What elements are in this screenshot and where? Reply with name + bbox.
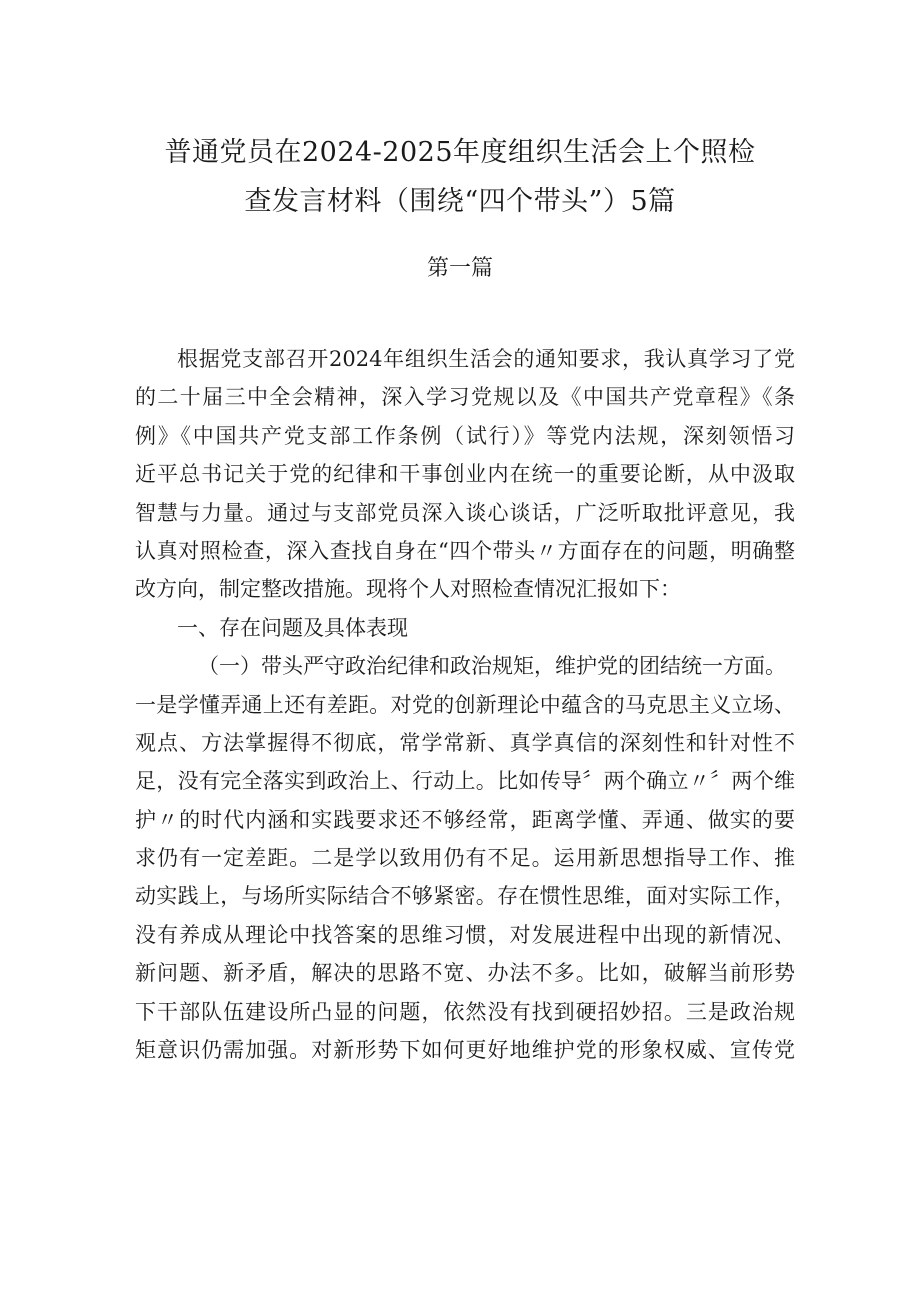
document-title-line-2: 查发言材料（围绕“四个带头”）5篇 xyxy=(244,186,676,217)
paragraph-line: 动实践上，与场所实际结合不够紧密。存在惯性思维，面对实际工作， xyxy=(135,884,795,909)
paragraph-line: 近平总书记关于党的纪律和干事创业内在统一的重要论断，从中汲取 xyxy=(135,462,795,487)
paragraph-line: 改方向，制定整改措施。现将个人对照检查情况汇报如下： xyxy=(135,577,681,602)
paragraph-line: 矩意识仍需加强。对新形势下如何更好地维护党的形象权威、宣传党 xyxy=(135,1038,795,1063)
paragraph-line: 的二十届三中全会精神，深入学习党规以及《中国共产党章程》《条 xyxy=(135,385,795,410)
document-title-line-1: 普通党员在2024-2025年度组织生活会上个照检 xyxy=(164,137,756,168)
paragraph-line: 智慧与力量。通过与支部党员深入谈心谈话，广泛听取批评意见，我 xyxy=(135,500,795,525)
chapter-heading: 第一篇 xyxy=(426,256,493,281)
paragraph-line: 足，没有完全落实到政治上、行动上。比如传导〞两个确立〃〞两个维 xyxy=(135,769,795,794)
paragraph-line: 观点、方法掌握得不彻底，常学常新、真学真信的深刻性和针对性不 xyxy=(135,730,795,755)
paragraph-line: 下干部队伍建设所凸显的问题，依然没有找到硬招妙招。三是政治规 xyxy=(135,999,795,1024)
section-heading: 一、存在问题及具体表现 xyxy=(177,615,408,640)
document-body xyxy=(135,340,795,1069)
paragraph-line: 求仍有一定差距。二是学以致用仍有不足。运用新思想指导工作、推 xyxy=(135,846,795,871)
paragraph-line: 例》《中国共产党支部工作条例（试行）》等党内法规，深刻领悟习 xyxy=(135,423,795,448)
paragraph-line: 护〃的时代内涵和实践要求还不够经常，距离学懂、弄通、做实的要 xyxy=(135,807,795,832)
paragraph-line: 根据党支部召开2024年组织生活会的通知要求，我认真学习了党 xyxy=(177,347,795,371)
paragraph-line: 认真对照检查，深入查找自身在“四个带头〃方面存在的问题，明确整 xyxy=(135,538,795,563)
paragraph-line: 新问题、新矛盾，解决的思路不宽、办法不多。比如，破解当前形势 xyxy=(135,961,795,986)
paragraph-line: 一是学懂弄通上还有差距。对党的创新理论中蕴含的马克思主义立场、 xyxy=(135,692,795,717)
paragraph-line: 没有养成从理论中找答案的思维习惯，对发展进程中出现的新情况、 xyxy=(135,922,795,947)
subsection-heading: （一）带头严守政治纪律和政治规矩，维护党的团结统一方面。 xyxy=(198,654,786,679)
